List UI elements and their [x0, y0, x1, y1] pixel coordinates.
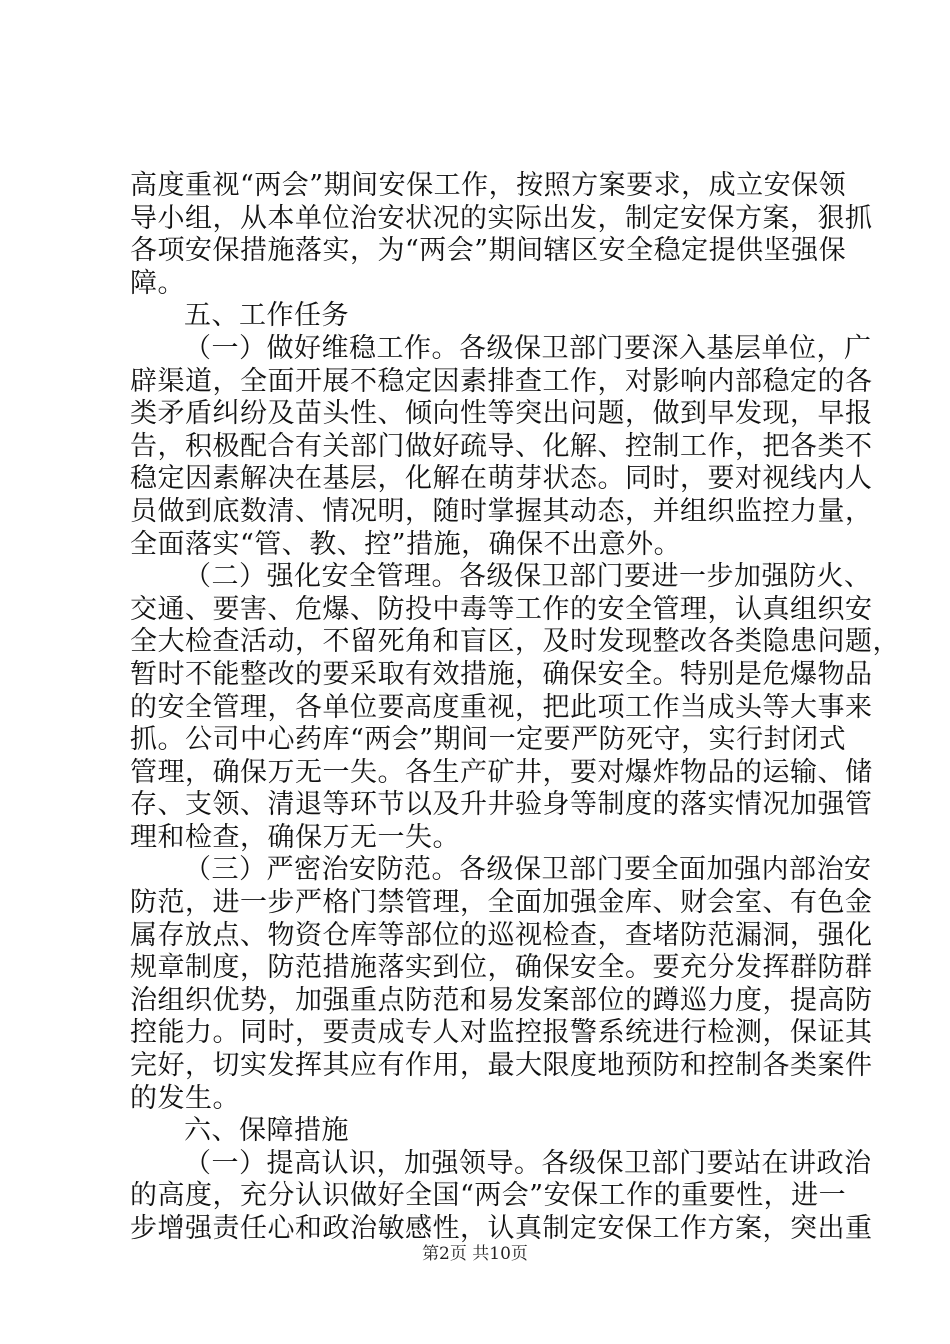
text-line: （一）提高认识，加强领导。各级保卫部门要站在讲政治 [184, 1147, 872, 1179]
text-line: （一）做好维稳工作。各级保卫部门要深入基层单位，广 [184, 332, 872, 364]
section-heading: 五、工作任务 [184, 300, 349, 332]
text-line: 导小组，从本单位治安状况的实际出发，制定安保方案，狠抓 [130, 202, 873, 234]
section-heading: 六、保障措施 [184, 1115, 349, 1147]
text-line: 理和检查，确保万无一失。 [130, 821, 460, 853]
text-line: 抓。公司中心药库“两会”期间一定要严防死守，实行封闭式 [130, 724, 847, 756]
text-line: 全大检查活动，不留死角和盲区，及时发现整改各类隐患问题， [130, 626, 900, 658]
page-number-footer: 第2页 共10页 [422, 1244, 528, 1264]
text-line: 高度重视“两会”期间安保工作，按照方案要求，成立安保领 [130, 170, 847, 201]
text-line: 稳定因素解决在基层，化解在萌芽状态。同时，要对视线内人 [130, 463, 873, 495]
text-line: 各项安保措施落实，为“两会”期间辖区安全稳定提供坚强保 [130, 235, 847, 267]
text-line: （三）严密治安防范。各级保卫部门要全面加强内部治安 [184, 854, 872, 886]
text-line: 暂时不能整改的要采取有效措施，确保安全。特别是危爆物品 [130, 658, 873, 690]
text-line: 的安全管理，各单位要高度重视，把此项工作当成头等大事来 [130, 691, 873, 723]
text-line: 辟渠道，全面开展不稳定因素排查工作，对影响内部稳定的各 [130, 365, 873, 397]
document-body [130, 170, 900, 1246]
text-line: 的高度，充分认识做好全国“两会”安保工作的重要性，进一 [130, 1180, 847, 1212]
text-line: 管理，确保万无一失。各生产矿井，要对爆炸物品的运输、储 [130, 756, 873, 788]
text-line: 治组织优势，加强重点防范和易发案部位的蹲巡力度，提高防 [130, 984, 873, 1016]
text-line: 交通、要害、危爆、防投中毒等工作的安全管理，认真组织安 [130, 593, 873, 625]
text-line: （二）强化安全管理。各级保卫部门要进一步加强防火、 [184, 561, 872, 593]
text-line: 步增强责任心和政治敏感性，认真制定安保工作方案，突出重 [130, 1213, 873, 1244]
text-line: 全面落实“管、教、控”措施，确保不出意外。 [130, 528, 682, 560]
text-line: 属存放点、物资仓库等部位的巡视检查，查堵防范漏洞，强化 [130, 919, 873, 951]
text-line: 的发生。 [130, 1082, 240, 1114]
text-line: 告，积极配合有关部门做好疏导、化解、控制工作，把各类不 [130, 430, 873, 462]
text-line: 存、支领、清退等环节以及升井验身等制度的落实情况加强管 [130, 789, 873, 821]
text-line: 防范，进一步严格门禁管理，全面加强金库、财会室、有色金 [130, 887, 873, 919]
text-line: 规章制度，防范措施落实到位，确保安全。要充分发挥群防群 [130, 952, 873, 984]
text-line: 控能力。同时，要责成专人对监控报警系统进行检测，保证其 [130, 1017, 873, 1049]
text-line: 类矛盾纠纷及苗头性、倾向性等突出问题，做到早发现，早报 [130, 398, 873, 430]
text-line: 员做到底数清、情况明，随时掌握其动态，并组织监控力量， [130, 495, 873, 527]
text-line: 障。 [130, 267, 185, 299]
text-line: 完好，切实发挥其应有作用，最大限度地预防和控制各类案件 [130, 1050, 873, 1082]
